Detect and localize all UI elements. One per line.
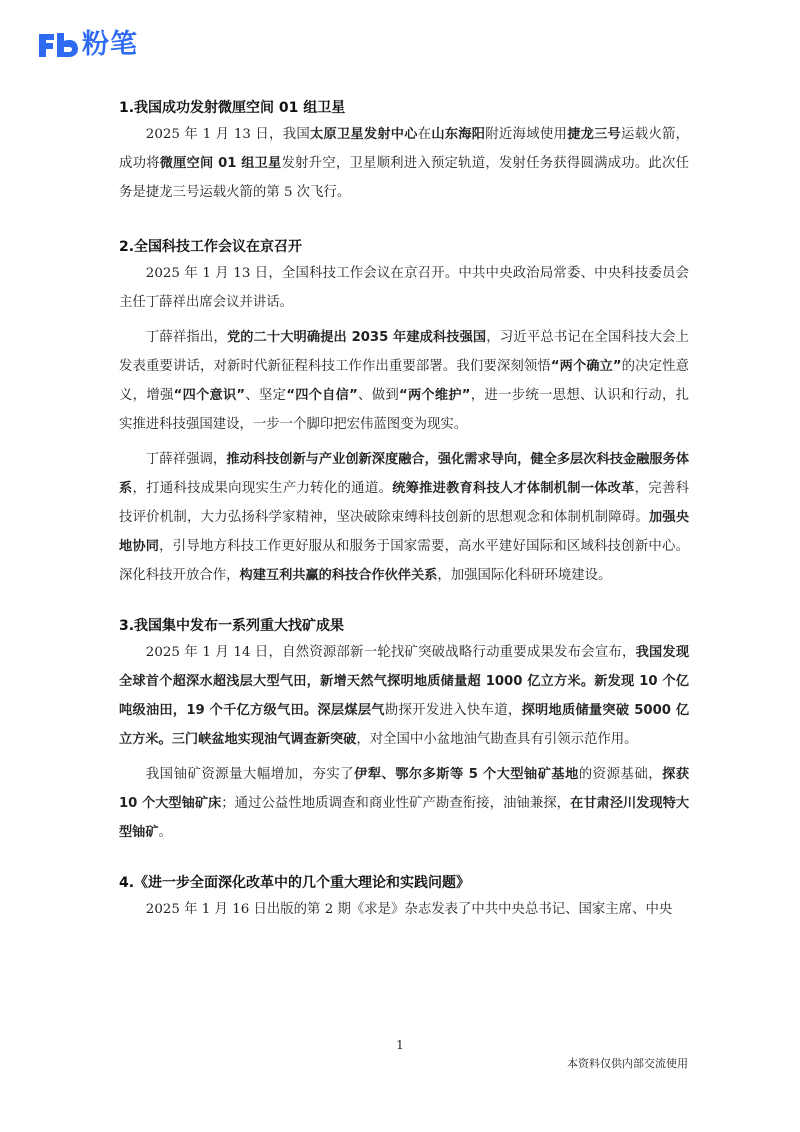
paragraph [119,445,689,590]
text-run: 的资源基础， [578,767,663,782]
text-run: ，引导地方科技工作更好服从和服务于国家需要，高水平建好国际和区域科技创新中心。深化科技开放合作， [119,539,690,583]
section-title: 4.《进一步全面深化改革中的几个重大理论和实践问题》 [119,875,471,891]
emphasis-text: 在甘肃泾川发现特大型铀矿 [119,796,690,840]
emphasis-text: “四个意识” [173,388,246,403]
text-run: 附近海域使用 [485,127,568,142]
emphasis-text: 构建互利共赢的科技合作伙伴关系 [239,568,438,583]
text-run: ，完善科技评价机制，大力弘扬科学家精神，坚决破除束缚科技创新的思想观念和体制机制障碍。 [119,481,690,525]
emphasis-text: 统筹推进教育科技人才体制机制一体改革 [392,481,635,496]
logo-text: 粉笔 [82,29,138,60]
section-2 [119,235,689,590]
brand-logo [36,30,138,60]
emphasis-text: 太原卫星发射中心 [310,127,418,142]
paragraph [119,259,689,317]
text-run: 2025 年 1 月 13 日，我国 [145,127,311,142]
paragraph [119,895,689,924]
section-1 [119,96,689,207]
text-run: 发射升空，卫星顺利进入预定轨道，发射任务获得圆满成功。此次任务是捷龙三号运载火箭的第 5 次飞行。 [119,156,690,200]
section-title: 3.我国集中发布一系列重大找矿成果 [119,618,345,634]
text-run: 2025 年 1 月 13 日，全国科技工作会议在京召开。中共中央政治局常委、中央科技委员会主任丁薛祥出席会议并讲话。 [119,266,689,310]
emphasis-text: 捷龙三号 [567,127,622,142]
fb-logo-icon [36,30,80,60]
text-run: 、做到 [357,388,400,403]
text-run: 我国铀矿资源量大幅增加，夯实了 [145,767,355,782]
emphasis-text: 加强央地协同 [119,510,690,554]
emphasis-text: “四个自信” [286,388,358,403]
text-run: ，加强国际化科研环境建设。 [437,568,612,583]
text-run: 的决定性意义，增强 [119,359,689,403]
paragraph [119,323,689,439]
section-title: 2.全国科技工作会议在京召开 [119,239,303,255]
text-run: 丁薛祥强调， [145,452,227,467]
footer-note: 本资料仅供内部交流使用 [567,1057,688,1070]
text-run: 2025 年 1 月 14 日，自然资源部新一轮找矿突破战略行动重要成果发布会宣布， [145,645,636,660]
section-3 [119,614,689,847]
text-run: 在 [417,127,432,142]
paragraph [119,120,689,207]
document-body [119,90,689,930]
text-run: 丁薛祥指出， [145,330,227,345]
text-run: ，进一步统一思想、认识和行动，扎实推进科技强国建设，一步一个脚印把宏伟蓝图变为现实。 [119,388,690,432]
emphasis-text: 山东海阳 [431,127,486,142]
emphasis-text: 我国发现全球首个超深水超浅层大型气田，新增天然气探明地质储量超 1000 亿立方米。新发现 10 个亿吨级油田，19 个千亿方级气田。深层煤层气 [119,645,690,718]
emphasis-text: 推动科技创新与产业创新深度融合，强化需求导向，健全多层次科技金融服务体系 [119,452,690,496]
emphasis-text: 探获 10 个大型铀矿床 [119,767,690,811]
emphasis-text: 党的二十大明确提出 2035 年建成科技强国 [226,330,487,345]
emphasis-text: “两个确立” [550,359,622,374]
section-title: 1.我国成功发射微厘空间 01 组卫星 [119,100,346,116]
section-4 [119,871,689,924]
text-run: 运载火箭，成功将 [119,127,690,171]
paragraph [119,638,689,754]
text-run: ；通过公益性地质调查和商业性矿产勘查衔接，油铀兼探， [221,796,571,811]
paragraph [119,760,689,847]
text-run: 。 [158,825,172,840]
page-number: 1 [396,1038,404,1052]
text-run: 2025 年 1 月 16 日出版的第 2 期《求是》杂志发表了中共中央总书记、国家主席、中央 [145,902,673,917]
text-run: 、坚定 [245,388,287,403]
emphasis-text: 微厘空间 01 组卫星 [159,156,282,171]
text-run: ，习近平总书记在全国科技大会上发表重要讲话，对新时代新征程科技工作作出重要部署。我们要深刻领悟 [119,330,690,374]
emphasis-text: 探明地质储量突破 5000 亿立方米。三门峡盆地实现油气调查新突破 [119,703,690,747]
text-run: ，对全国中小盆地油气勘查具有引领示范作用。 [356,732,638,747]
emphasis-text: 伊犁、鄂尔多斯等 5 个大型铀矿基地 [354,767,579,782]
emphasis-text: “两个维护” [399,388,471,403]
text-run: ，打通科技成果向现实生产力转化的通道。 [132,481,393,496]
text-run: 勘探开发进入快车道， [384,703,522,718]
